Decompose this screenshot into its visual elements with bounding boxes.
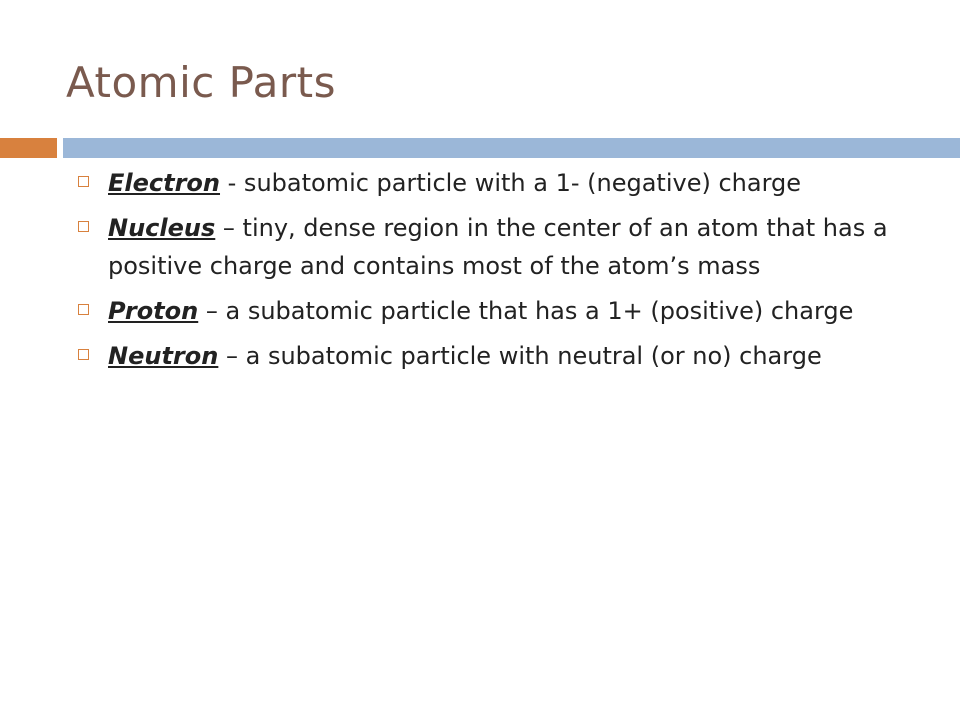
bullet-term: Neutron [108, 342, 219, 370]
bullet-item-proton [78, 292, 928, 330]
bullet-definition: – tiny, dense region in the center of an atom that has a positive charge and contains most of the atom’s mass [108, 214, 888, 280]
square-bullet-icon [78, 304, 89, 315]
bullet-item-electron [78, 164, 928, 202]
bullet-term: Electron [108, 169, 221, 197]
square-bullet-icon [78, 176, 89, 187]
bullet-list [78, 164, 928, 382]
bullet-definition: - subatomic particle with a 1- (negative) charge [220, 169, 802, 197]
bullet-item-neutron [78, 337, 928, 375]
bullet-definition: – a subatomic particle with neutral (or no) charge [218, 342, 822, 370]
slide-title: Atomic Parts [66, 58, 336, 107]
square-bullet-icon [78, 221, 89, 232]
title-underline-bar [63, 138, 960, 158]
bullet-term: Proton [108, 297, 199, 325]
bullet-term: Nucleus [108, 214, 216, 242]
bullet-definition: – a subatomic particle that has a 1+ (positive) charge [198, 297, 854, 325]
bullet-item-nucleus [78, 209, 928, 285]
title-accent-bar [0, 138, 57, 158]
square-bullet-icon [78, 349, 89, 360]
